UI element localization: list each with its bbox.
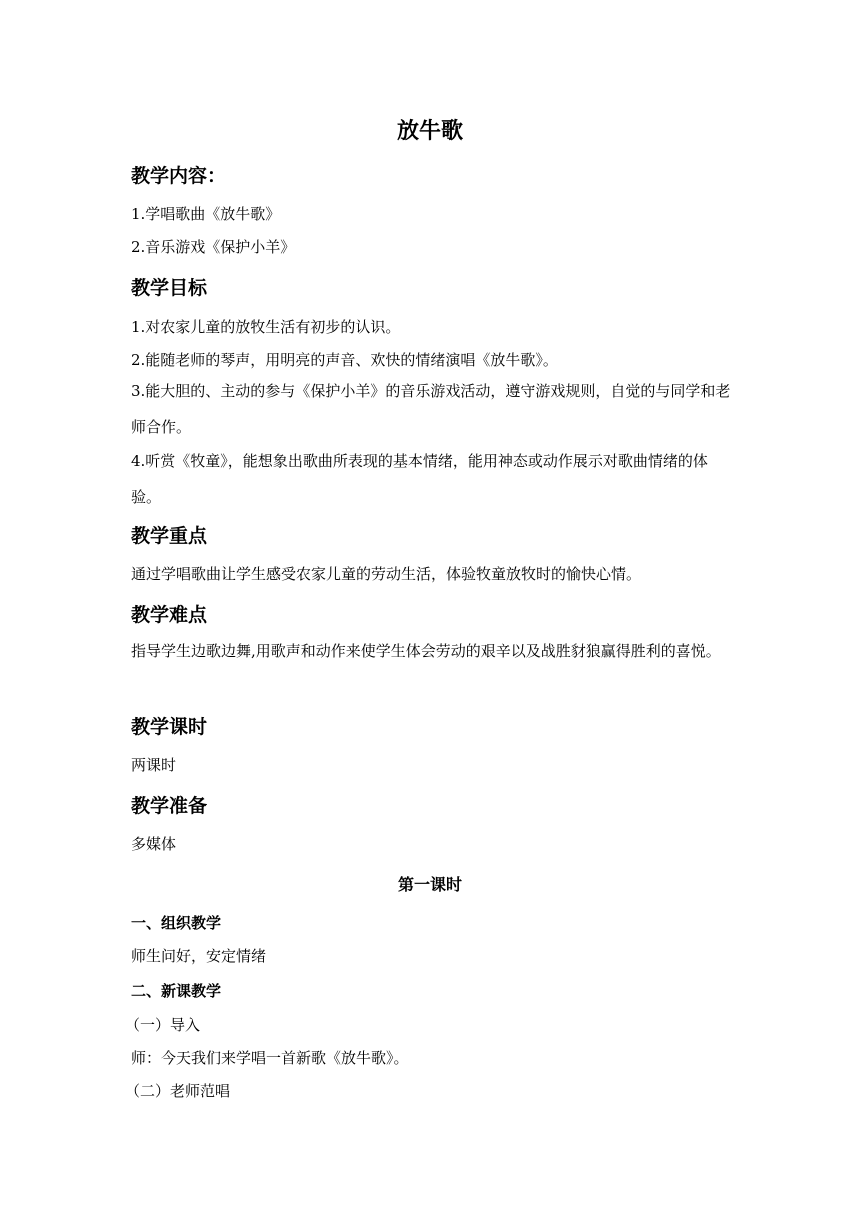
goal-item: 1.对农家儿童的放牧生活有初步的认识。 bbox=[131, 318, 401, 336]
hours-text: 两课时 bbox=[131, 756, 177, 774]
key-points-text: 通过学唱歌曲让学生感受农家儿童的劳动生活，体验牧童放牧时的愉快心情。 bbox=[131, 565, 642, 583]
step-heading: （二）老师范唱 bbox=[125, 1082, 231, 1100]
lesson-one-heading: 第一课时 bbox=[397, 875, 462, 894]
difficulties-text: 指导学生边歌边舞,用歌声和动作来使学生体会劳动的艰辛以及战胜豺狼赢得胜利的喜悦。 bbox=[131, 642, 721, 660]
step-text: 师：今天我们来学唱一首新歌《放牛歌》。 bbox=[131, 1049, 409, 1067]
goal-item: 4.听赏《牧童》，能想象出歌曲所表现的基本情绪，能用神态或动作展示对歌曲情绪的体验。 bbox=[131, 452, 708, 506]
section-heading-preparation: 教学准备 bbox=[131, 795, 208, 817]
content-item: 2.音乐游戏《保护小羊》 bbox=[131, 238, 296, 256]
section-heading-hours: 教学课时 bbox=[131, 716, 208, 738]
section-heading-goals: 教学目标 bbox=[131, 277, 208, 299]
section-heading-content: 教学内容： bbox=[131, 165, 227, 187]
section-heading-difficulties: 教学难点 bbox=[131, 604, 208, 626]
goal-item: 2.能随老师的琴声，用明亮的声音、欢快的情绪演唱《放牛歌》。 bbox=[131, 351, 558, 369]
part-heading: 一、组织教学 bbox=[131, 914, 222, 932]
preparation-text: 多媒体 bbox=[131, 835, 177, 853]
step-heading: （一）导入 bbox=[125, 1016, 201, 1034]
goal-item: 3.能大胆的、主动的参与《保护小羊》的音乐游戏活动，遵守游戏规则，自觉的与同学和老师合作。 bbox=[131, 382, 731, 436]
part-text: 师生问好，安定情绪 bbox=[131, 947, 267, 965]
document-title: 放牛歌 bbox=[396, 119, 463, 144]
section-heading-key-points: 教学重点 bbox=[131, 525, 208, 547]
content-item: 1.学唱歌曲《放牛歌》 bbox=[131, 205, 281, 223]
part-heading: 二、新课教学 bbox=[131, 982, 222, 1000]
